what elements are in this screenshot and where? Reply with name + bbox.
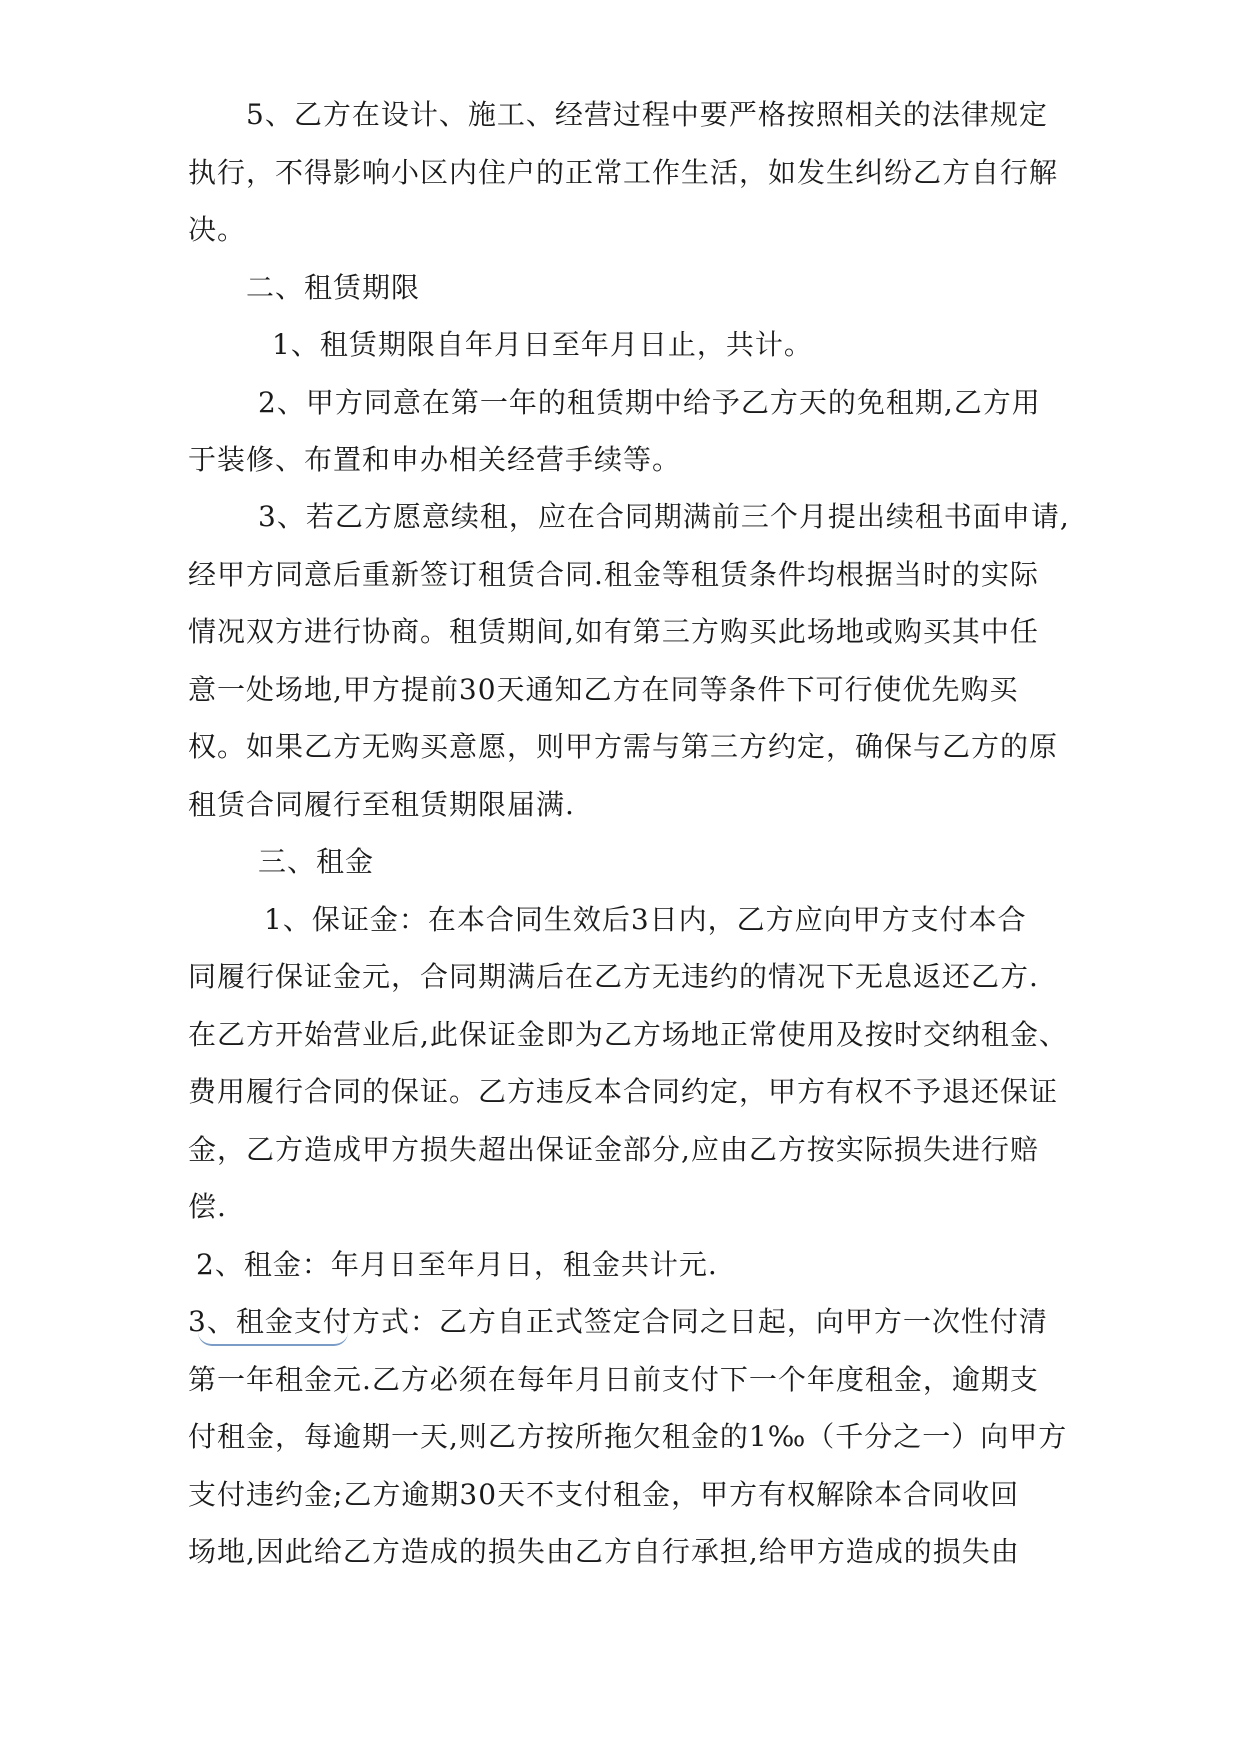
text-line: 于装修、布置和申办相关经营手续等。: [188, 443, 682, 476]
text-line: 偿.: [188, 1190, 227, 1223]
text-line: 租赁合同履行至租赁期限届满.: [188, 788, 575, 821]
text-line: 在乙方开始营业后,此保证金即为乙方场地正常使用及按时交纳租金、: [188, 1018, 1068, 1051]
section-heading: 二、租赁期限: [246, 271, 421, 304]
text-line: 费用履行合同的保证。乙方违反本合同约定，甲方有权不予退还保证: [188, 1075, 1059, 1108]
text-line: 同履行保证金元，合同期满后在乙方无违约的情况下无息返还乙方.: [188, 960, 1039, 993]
text-line: 支付违约金;乙方逾期30天不支付租金，甲方有权解除本合同收回: [188, 1478, 1020, 1511]
section-heading: 三、租金: [258, 845, 375, 878]
text-line: 5、乙方在设计、施工、经营过程中要严格按照相关的法律规定: [246, 98, 1048, 131]
text-line: 付租金，每逾期一天,则乙方按所拖欠租金的1‰（千分之一）向甲方: [188, 1420, 1068, 1453]
text-line: 决。: [188, 213, 247, 246]
text-line: 权。如果乙方无购买意愿，则甲方需与第三方约定，确保与乙方的原: [188, 730, 1059, 763]
text-line: 情况双方进行协商。租赁期间,如有第三方购买此场地或购买其中任: [188, 615, 1039, 648]
text-line: 1、保证金：在本合同生效后3日内，乙方应向甲方支付本合: [264, 903, 1027, 936]
text-line: 金，乙方造成甲方损失超出保证金部分,应由乙方按实际损失进行赔: [188, 1133, 1039, 1166]
text-line: 场地,因此给乙方造成的损失由乙方自行承担,给甲方造成的损失由: [188, 1535, 1020, 1568]
text-line: 3、若乙方愿意续租，应在合同期满前三个月提出续租书面申请,: [258, 500, 1070, 533]
text-line: 经甲方同意后重新签订租赁合同.租金等租赁条件均根据当时的实际: [188, 558, 1039, 591]
handwritten-underline-mark: [198, 1332, 348, 1346]
text-line: 1、租赁期限自年月日至年月日止，共计。: [272, 328, 813, 361]
text-line: 3、租金支付方式：乙方自正式签定合同之日起，向甲方一次性付清: [188, 1305, 1048, 1338]
text-line: 第一年租金元.乙方必须在每年月日前支付下一个年度租金，逾期支: [188, 1363, 1039, 1396]
text-line: 2、甲方同意在第一年的租赁期中给予乙方天的免租期,乙方用: [258, 386, 1041, 419]
text-line: 执行，不得影响小区内住户的正常工作生活，如发生纠纷乙方自行解: [188, 156, 1059, 189]
text-line: 2、租金：年月日至年月日，租金共计元.: [196, 1248, 718, 1281]
text-line: 意一处场地,甲方提前30天通知乙方在同等条件下可行使优先购买: [188, 673, 1019, 706]
